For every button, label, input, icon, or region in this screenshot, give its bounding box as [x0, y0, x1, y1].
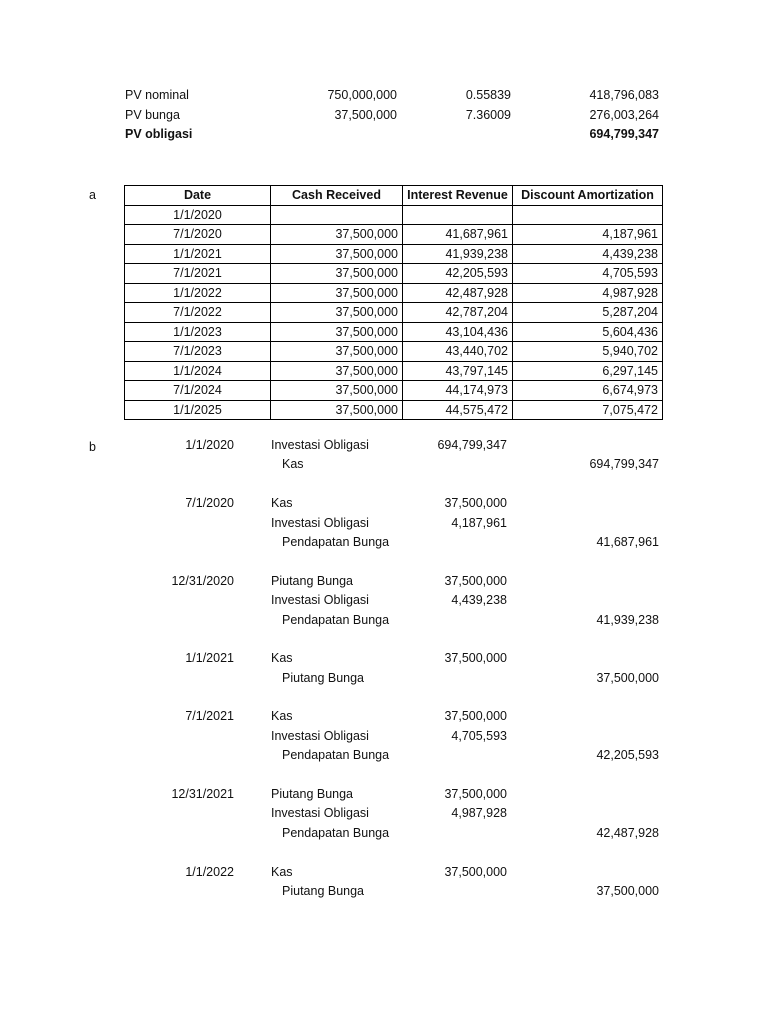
pv-amount: 750,000,000 — [327, 88, 397, 102]
table-row — [125, 381, 663, 401]
entry-date: 1/1/2021 — [185, 651, 234, 666]
journal-line — [0, 806, 768, 825]
date-cell: 1/1/2023 — [125, 322, 271, 342]
debit-amount: 37,500,000 — [444, 787, 507, 802]
amount-cell: 37,500,000 — [271, 244, 403, 264]
date-cell: 1/1/2025 — [125, 400, 271, 420]
journal-entry — [0, 438, 768, 477]
journal-entries — [0, 438, 768, 923]
account-name: Kas — [271, 709, 293, 724]
pv-summary — [0, 88, 768, 147]
account-name: Pendapatan Bunga — [282, 825, 390, 840]
journal-line — [0, 671, 768, 690]
amount-cell: 37,500,000 — [271, 400, 403, 420]
pv-label: PV bunga — [125, 107, 180, 122]
pv-value: 418,796,083 — [589, 88, 659, 102]
journal-entry — [0, 496, 768, 554]
table-row — [125, 400, 663, 420]
journal-line — [0, 535, 768, 554]
debit-amount: 4,705,593 — [451, 728, 507, 743]
account-name: Investasi Obligasi — [271, 806, 369, 821]
table-row — [125, 264, 663, 284]
account-name: Piutang Bunga — [282, 883, 365, 898]
date-cell: 7/1/2022 — [125, 303, 271, 323]
entry-date: 7/1/2021 — [185, 709, 234, 724]
entry-date: 12/31/2020 — [171, 573, 234, 588]
account-name: Piutang Bunga — [271, 787, 354, 802]
amount-cell: 37,500,000 — [271, 342, 403, 362]
amount-cell: 4,439,238 — [513, 244, 663, 264]
credit-amount: 37,500,000 — [596, 670, 659, 685]
journal-line — [0, 496, 768, 515]
account-name: Investasi Obligasi — [271, 515, 369, 530]
amount-cell: 41,687,961 — [403, 225, 513, 245]
journal-line — [0, 787, 768, 806]
journal-entry — [0, 709, 768, 767]
credit-amount: 42,205,593 — [596, 748, 659, 763]
credit-amount: 37,500,000 — [596, 883, 659, 898]
date-cell: 1/1/2024 — [125, 361, 271, 381]
debit-amount: 4,187,961 — [451, 515, 507, 530]
amount-cell: 37,500,000 — [271, 283, 403, 303]
entry-date: 1/1/2022 — [185, 864, 234, 879]
pv-factor: 7.36009 — [465, 107, 511, 122]
account-name: Pendapatan Bunga — [282, 534, 390, 549]
account-name: Investasi Obligasi — [271, 593, 369, 608]
credit-amount: 42,487,928 — [596, 825, 659, 840]
journal-line — [0, 593, 768, 612]
amount-cell: 37,500,000 — [271, 303, 403, 323]
amount-cell: 42,487,928 — [403, 283, 513, 303]
debit-amount: 4,439,238 — [451, 593, 507, 608]
table-header-row — [125, 186, 663, 206]
journal-line — [0, 884, 768, 903]
amount-cell: 5,940,702 — [513, 342, 663, 362]
date-cell: 7/1/2021 — [125, 264, 271, 284]
pv-factor: 0.55839 — [465, 88, 511, 102]
amount-cell: 44,174,973 — [403, 381, 513, 401]
account-name: Investasi Obligasi — [271, 728, 369, 743]
journal-line — [0, 729, 768, 748]
account-name: Kas — [271, 864, 293, 879]
column-header: Interest Revenue — [403, 186, 513, 206]
debit-amount: 694,799,347 — [437, 438, 507, 452]
amount-cell: 4,187,961 — [513, 225, 663, 245]
journal-line — [0, 826, 768, 845]
section-label-a: a — [89, 188, 96, 202]
debit-amount: 4,987,928 — [451, 806, 507, 821]
amount-cell: 43,440,702 — [403, 342, 513, 362]
table-row — [125, 361, 663, 381]
journal-line — [0, 748, 768, 767]
account-name: Kas — [282, 457, 304, 472]
journal-entry — [0, 651, 768, 690]
amount-cell: 37,500,000 — [271, 322, 403, 342]
amount-cell — [403, 205, 513, 225]
account-name: Piutang Bunga — [271, 573, 354, 588]
amount-cell: 43,797,145 — [403, 361, 513, 381]
column-header: Date — [125, 186, 271, 206]
credit-amount: 41,687,961 — [596, 534, 659, 549]
journal-line — [0, 574, 768, 593]
journal-entry — [0, 574, 768, 632]
amount-cell: 5,604,436 — [513, 322, 663, 342]
credit-amount: 41,939,238 — [596, 612, 659, 627]
amount-cell: 6,674,973 — [513, 381, 663, 401]
pv-row — [0, 127, 768, 147]
amount-cell: 42,205,593 — [403, 264, 513, 284]
account-name: Piutang Bunga — [282, 670, 365, 685]
journal-line — [0, 651, 768, 670]
credit-amount: 694,799,347 — [589, 457, 659, 472]
table-row — [125, 244, 663, 264]
table-row — [125, 322, 663, 342]
amount-cell: 41,939,238 — [403, 244, 513, 264]
amortization-table — [124, 185, 663, 420]
journal-entry — [0, 865, 768, 904]
table-row — [125, 283, 663, 303]
date-cell: 1/1/2021 — [125, 244, 271, 264]
amount-cell: 37,500,000 — [271, 361, 403, 381]
account-name: Kas — [271, 651, 293, 666]
account-name: Pendapatan Bunga — [282, 612, 390, 627]
journal-line — [0, 865, 768, 884]
journal-entry — [0, 787, 768, 845]
amount-cell — [513, 205, 663, 225]
amount-cell: 4,705,593 — [513, 264, 663, 284]
column-header: Cash Received — [271, 186, 403, 206]
journal-line — [0, 516, 768, 535]
table-row — [125, 303, 663, 323]
pv-row — [0, 88, 768, 108]
journal-line — [0, 613, 768, 632]
date-cell: 7/1/2024 — [125, 381, 271, 401]
date-cell: 7/1/2020 — [125, 225, 271, 245]
table-row — [125, 225, 663, 245]
debit-amount: 37,500,000 — [444, 496, 507, 511]
pv-amount: 37,500,000 — [334, 107, 397, 122]
date-cell: 1/1/2020 — [125, 205, 271, 225]
account-name: Pendapatan Bunga — [282, 748, 390, 763]
table-row — [125, 205, 663, 225]
amount-cell: 4,987,928 — [513, 283, 663, 303]
journal-line — [0, 709, 768, 728]
pv-value: 276,003,264 — [589, 107, 659, 122]
pv-label: PV nominal — [125, 88, 189, 102]
date-cell: 1/1/2022 — [125, 283, 271, 303]
account-name: Investasi Obligasi — [271, 438, 369, 452]
amount-cell: 42,787,204 — [403, 303, 513, 323]
amount-cell — [271, 205, 403, 225]
amount-cell: 7,075,472 — [513, 400, 663, 420]
debit-amount: 37,500,000 — [444, 573, 507, 588]
amount-cell: 37,500,000 — [271, 381, 403, 401]
pv-value: 694,799,347 — [589, 127, 659, 141]
journal-line — [0, 438, 768, 457]
date-cell: 7/1/2023 — [125, 342, 271, 362]
entry-date: 7/1/2020 — [185, 496, 234, 511]
amount-cell: 44,575,472 — [403, 400, 513, 420]
debit-amount: 37,500,000 — [444, 864, 507, 879]
entry-date: 12/31/2021 — [171, 787, 234, 802]
debit-amount: 37,500,000 — [444, 651, 507, 666]
table-row — [125, 342, 663, 362]
amount-cell: 37,500,000 — [271, 225, 403, 245]
journal-line — [0, 457, 768, 476]
column-header: Discount Amortization — [513, 186, 663, 206]
pv-row — [0, 108, 768, 128]
entry-date: 1/1/2020 — [185, 438, 234, 452]
account-name: Kas — [271, 496, 293, 511]
pv-label: PV obligasi — [125, 127, 193, 141]
amount-cell: 43,104,436 — [403, 322, 513, 342]
amount-cell: 37,500,000 — [271, 264, 403, 284]
amount-cell: 5,287,204 — [513, 303, 663, 323]
debit-amount: 37,500,000 — [444, 709, 507, 724]
section-label-b: b — [89, 440, 96, 454]
amount-cell: 6,297,145 — [513, 361, 663, 381]
